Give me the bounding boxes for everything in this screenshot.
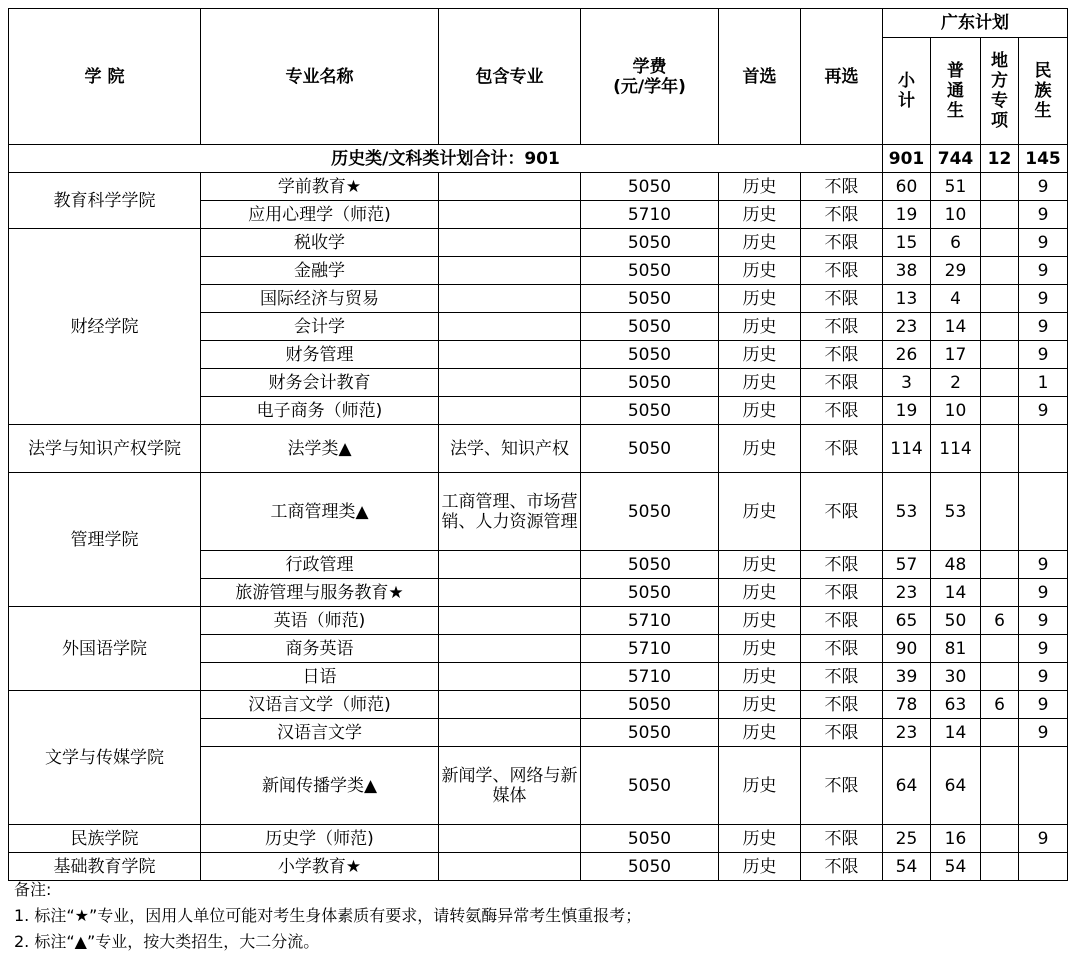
sub-cell: 23 [883, 579, 931, 607]
second-cell: 不限 [801, 719, 883, 747]
normal-cell: 17 [931, 341, 981, 369]
notes-title: 备注: [14, 880, 52, 899]
local-cell [981, 663, 1019, 691]
fee-cell: 5050 [581, 425, 719, 473]
normal-cell: 16 [931, 825, 981, 853]
major-cell: 会计学 [201, 313, 439, 341]
ethnic-cell: 9 [1019, 201, 1068, 229]
sub-cell: 39 [883, 663, 931, 691]
header-second-choice: 再选 [801, 9, 883, 145]
first-cell: 历史 [719, 473, 801, 551]
second-cell: 不限 [801, 257, 883, 285]
major-cell: 商务英语 [201, 635, 439, 663]
fee-cell: 5050 [581, 173, 719, 201]
major-cell: 金融学 [201, 257, 439, 285]
second-cell: 不限 [801, 229, 883, 257]
normal-cell: 10 [931, 201, 981, 229]
major-cell: 学前教育★ [201, 173, 439, 201]
normal-cell: 81 [931, 635, 981, 663]
header-normal [931, 38, 981, 145]
includes-cell: 工商管理、市场营销、人力资源管理 [439, 473, 581, 551]
enrollment-plan-table [8, 8, 1068, 881]
fee-cell: 5050 [581, 825, 719, 853]
fee-cell: 5050 [581, 369, 719, 397]
header-normal-char: 生 [947, 101, 964, 121]
sub-cell: 15 [883, 229, 931, 257]
fee-cell: 5710 [581, 607, 719, 635]
sub-cell: 38 [883, 257, 931, 285]
total-label: 历史类/文科类计划合计：901 [9, 145, 883, 173]
first-cell: 历史 [719, 313, 801, 341]
major-cell: 法学类▲ [201, 425, 439, 473]
includes-cell [439, 173, 581, 201]
includes-cell [439, 635, 581, 663]
college-cell: 教育科学学院 [9, 173, 201, 229]
major-cell: 历史学（师范) [201, 825, 439, 853]
includes-cell [439, 663, 581, 691]
first-cell: 历史 [719, 825, 801, 853]
second-cell: 不限 [801, 369, 883, 397]
table-row [9, 425, 1068, 473]
includes-cell [439, 579, 581, 607]
ethnic-cell: 9 [1019, 607, 1068, 635]
table-body [9, 145, 1068, 881]
first-cell: 历史 [719, 579, 801, 607]
college-cell: 法学与知识产权学院 [9, 425, 201, 473]
ethnic-cell [1019, 425, 1068, 473]
includes-cell [439, 551, 581, 579]
ethnic-cell: 1 [1019, 369, 1068, 397]
local-cell [981, 201, 1019, 229]
sub-cell: 114 [883, 425, 931, 473]
ethnic-cell: 9 [1019, 397, 1068, 425]
header-subtotal-char: 计 [898, 91, 915, 111]
first-cell: 历史 [719, 551, 801, 579]
sub-cell: 26 [883, 341, 931, 369]
college-cell: 基础教育学院 [9, 853, 201, 881]
normal-cell: 51 [931, 173, 981, 201]
header-ethnic-char: 族 [1034, 81, 1052, 101]
fee-cell: 5050 [581, 719, 719, 747]
fee-cell: 5050 [581, 853, 719, 881]
major-cell: 汉语言文学（师范) [201, 691, 439, 719]
includes-cell [439, 691, 581, 719]
first-cell: 历史 [719, 635, 801, 663]
fee-cell: 5050 [581, 579, 719, 607]
header-ethnic-char: 生 [1034, 101, 1052, 121]
normal-cell: 54 [931, 853, 981, 881]
sub-cell: 53 [883, 473, 931, 551]
header-first-choice: 首选 [719, 9, 801, 145]
local-cell [981, 425, 1019, 473]
first-cell: 历史 [719, 853, 801, 881]
table-row [9, 173, 1068, 201]
second-cell: 不限 [801, 313, 883, 341]
second-cell: 不限 [801, 201, 883, 229]
local-cell [981, 257, 1019, 285]
sub-cell: 64 [883, 747, 931, 825]
normal-cell: 6 [931, 229, 981, 257]
header-local-special [981, 38, 1019, 145]
second-cell: 不限 [801, 551, 883, 579]
fee-cell: 5050 [581, 691, 719, 719]
ethnic-cell: 9 [1019, 285, 1068, 313]
sub-cell: 60 [883, 173, 931, 201]
header-subtotal-char: 小 [898, 71, 915, 91]
includes-cell [439, 397, 581, 425]
includes-cell [439, 201, 581, 229]
first-cell: 历史 [719, 747, 801, 825]
ethnic-cell: 9 [1019, 551, 1068, 579]
table-row [9, 825, 1068, 853]
second-cell: 不限 [801, 397, 883, 425]
sub-cell: 57 [883, 551, 931, 579]
second-cell: 不限 [801, 853, 883, 881]
ethnic-cell: 9 [1019, 691, 1068, 719]
sub-cell: 23 [883, 719, 931, 747]
notes [14, 877, 641, 955]
sub-cell: 54 [883, 853, 931, 881]
college-cell: 财经学院 [9, 229, 201, 425]
second-cell: 不限 [801, 663, 883, 691]
second-cell: 不限 [801, 825, 883, 853]
first-cell: 历史 [719, 201, 801, 229]
second-cell: 不限 [801, 341, 883, 369]
normal-cell: 14 [931, 313, 981, 341]
local-cell: 6 [981, 691, 1019, 719]
table-row [9, 607, 1068, 635]
local-cell [981, 719, 1019, 747]
includes-cell [439, 369, 581, 397]
college-cell: 管理学院 [9, 473, 201, 607]
second-cell: 不限 [801, 425, 883, 473]
sub-cell: 78 [883, 691, 931, 719]
sub-cell: 65 [883, 607, 931, 635]
first-cell: 历史 [719, 341, 801, 369]
normal-cell: 64 [931, 747, 981, 825]
ethnic-cell: 9 [1019, 635, 1068, 663]
second-cell: 不限 [801, 473, 883, 551]
normal-cell: 10 [931, 397, 981, 425]
local-cell [981, 369, 1019, 397]
fee-cell: 5710 [581, 663, 719, 691]
local-cell [981, 173, 1019, 201]
ethnic-cell: 9 [1019, 719, 1068, 747]
normal-cell: 48 [931, 551, 981, 579]
major-cell: 国际经济与贸易 [201, 285, 439, 313]
total-subtotal: 901 [883, 145, 931, 173]
header-guangdong-plan: 广东计划 [883, 9, 1068, 38]
sub-cell: 13 [883, 285, 931, 313]
first-cell: 历史 [719, 663, 801, 691]
second-cell: 不限 [801, 635, 883, 663]
header-ethnic-char: 民 [1034, 61, 1052, 81]
second-cell: 不限 [801, 173, 883, 201]
normal-cell: 14 [931, 719, 981, 747]
local-cell [981, 853, 1019, 881]
major-cell: 财务管理 [201, 341, 439, 369]
header-includes: 包含专业 [439, 9, 581, 145]
first-cell: 历史 [719, 691, 801, 719]
first-cell: 历史 [719, 369, 801, 397]
fee-cell: 5050 [581, 257, 719, 285]
header-subtotal [883, 38, 931, 145]
normal-cell: 2 [931, 369, 981, 397]
second-cell: 不限 [801, 747, 883, 825]
ethnic-cell [1019, 853, 1068, 881]
ethnic-cell: 9 [1019, 313, 1068, 341]
major-cell: 税收学 [201, 229, 439, 257]
major-cell: 汉语言文学 [201, 719, 439, 747]
normal-cell: 14 [931, 579, 981, 607]
total-normal: 744 [931, 145, 981, 173]
ethnic-cell: 9 [1019, 257, 1068, 285]
header-local-char: 项 [991, 111, 1008, 131]
second-cell: 不限 [801, 607, 883, 635]
header-local-char: 方 [991, 71, 1008, 91]
local-cell [981, 747, 1019, 825]
local-cell: 6 [981, 607, 1019, 635]
ethnic-cell: 9 [1019, 579, 1068, 607]
includes-cell [439, 313, 581, 341]
fee-cell: 5050 [581, 397, 719, 425]
ethnic-cell: 9 [1019, 663, 1068, 691]
includes-cell [439, 257, 581, 285]
ethnic-cell [1019, 473, 1068, 551]
sub-cell: 25 [883, 825, 931, 853]
normal-cell: 53 [931, 473, 981, 551]
header-local-char: 专 [991, 91, 1008, 111]
includes-cell [439, 607, 581, 635]
includes-cell [439, 719, 581, 747]
first-cell: 历史 [719, 173, 801, 201]
header-normal-char: 普 [947, 61, 964, 81]
header-normal-char: 通 [947, 81, 964, 101]
first-cell: 历史 [719, 719, 801, 747]
header-ethnic [1019, 38, 1068, 145]
fee-cell: 5050 [581, 313, 719, 341]
college-cell: 文学与传媒学院 [9, 691, 201, 825]
table-row [9, 473, 1068, 551]
first-cell: 历史 [719, 425, 801, 473]
local-cell [981, 397, 1019, 425]
fee-cell: 5050 [581, 747, 719, 825]
includes-cell: 新闻学、网络与新媒体 [439, 747, 581, 825]
note-item: 2. 标注“▲”专业，按大类招生，大二分流。 [14, 932, 320, 951]
normal-cell: 63 [931, 691, 981, 719]
fee-cell: 5710 [581, 201, 719, 229]
ethnic-cell: 9 [1019, 173, 1068, 201]
local-cell [981, 341, 1019, 369]
normal-cell: 30 [931, 663, 981, 691]
table-row [9, 691, 1068, 719]
note-item: 1. 标注“★”专业，因用人单位可能对考生身体素质有要求，请转氨酶异常考生慎重报考； [14, 906, 642, 925]
fee-cell: 5050 [581, 229, 719, 257]
header-major: 专业名称 [201, 9, 439, 145]
fee-cell: 5050 [581, 285, 719, 313]
fee-cell: 5050 [581, 341, 719, 369]
second-cell: 不限 [801, 579, 883, 607]
first-cell: 历史 [719, 229, 801, 257]
local-cell [981, 473, 1019, 551]
total-ethnic: 145 [1019, 145, 1068, 173]
header-fee [581, 9, 719, 145]
major-cell: 小学教育★ [201, 853, 439, 881]
total-local: 12 [981, 145, 1019, 173]
sub-cell: 19 [883, 397, 931, 425]
second-cell: 不限 [801, 691, 883, 719]
college-cell: 外国语学院 [9, 607, 201, 691]
sub-cell: 90 [883, 635, 931, 663]
major-cell: 英语（师范) [201, 607, 439, 635]
sub-cell: 19 [883, 201, 931, 229]
college-cell: 民族学院 [9, 825, 201, 853]
local-cell [981, 825, 1019, 853]
ethnic-cell: 9 [1019, 229, 1068, 257]
includes-cell: 法学、知识产权 [439, 425, 581, 473]
sub-cell: 23 [883, 313, 931, 341]
major-cell: 电子商务（师范) [201, 397, 439, 425]
fee-cell: 5710 [581, 635, 719, 663]
includes-cell [439, 285, 581, 313]
first-cell: 历史 [719, 285, 801, 313]
major-cell: 旅游管理与服务教育★ [201, 579, 439, 607]
first-cell: 历史 [719, 257, 801, 285]
local-cell [981, 285, 1019, 313]
normal-cell: 50 [931, 607, 981, 635]
normal-cell: 4 [931, 285, 981, 313]
local-cell [981, 635, 1019, 663]
major-cell: 工商管理类▲ [201, 473, 439, 551]
local-cell [981, 229, 1019, 257]
includes-cell [439, 341, 581, 369]
header-local-char: 地 [991, 51, 1008, 71]
major-cell: 应用心理学（师范) [201, 201, 439, 229]
includes-cell [439, 825, 581, 853]
second-cell: 不限 [801, 285, 883, 313]
header-fee-line1: 学费 [632, 56, 667, 77]
includes-cell [439, 229, 581, 257]
fee-cell: 5050 [581, 473, 719, 551]
major-cell: 日语 [201, 663, 439, 691]
ethnic-cell: 9 [1019, 825, 1068, 853]
header-college: 学 院 [9, 9, 201, 145]
normal-cell: 29 [931, 257, 981, 285]
header-fee-line2: (元/学年) [613, 76, 686, 97]
normal-cell: 114 [931, 425, 981, 473]
major-cell: 财务会计教育 [201, 369, 439, 397]
local-cell [981, 313, 1019, 341]
local-cell [981, 551, 1019, 579]
total-row [9, 145, 1068, 173]
sub-cell: 3 [883, 369, 931, 397]
fee-cell: 5050 [581, 551, 719, 579]
table-row [9, 229, 1068, 257]
first-cell: 历史 [719, 607, 801, 635]
ethnic-cell: 9 [1019, 341, 1068, 369]
major-cell: 新闻传播学类▲ [201, 747, 439, 825]
major-cell: 行政管理 [201, 551, 439, 579]
ethnic-cell [1019, 747, 1068, 825]
first-cell: 历史 [719, 397, 801, 425]
local-cell [981, 579, 1019, 607]
